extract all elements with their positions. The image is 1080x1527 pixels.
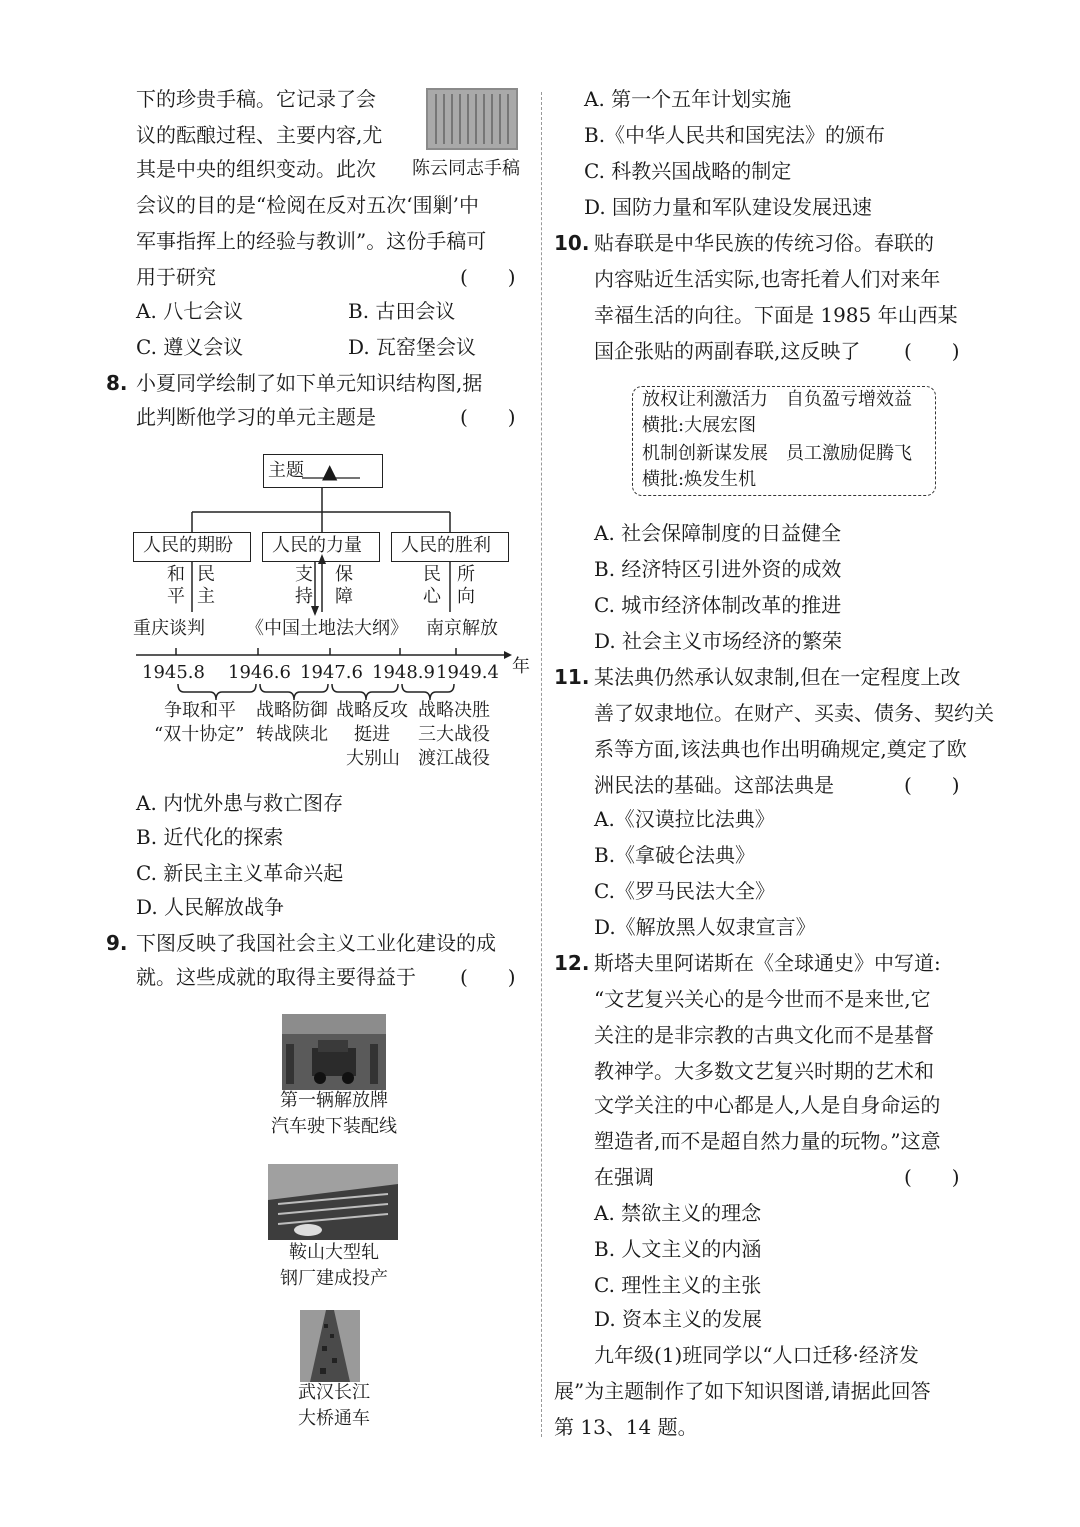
q7-stem-line: 用于研究 — [136, 265, 216, 289]
phase-sub: 挺进 — [354, 724, 390, 745]
photo-caption: 大桥通车 — [298, 1408, 370, 1429]
vertical-label: 民 心 — [423, 564, 441, 607]
q12-answer-blank[interactable]: ( ) — [904, 1165, 960, 1189]
q9-option-a[interactable]: A. 第一个五年计划实施 — [584, 87, 792, 111]
timeline-year: 1945.8 — [142, 662, 205, 683]
q11-option-c[interactable]: C.《罗马民法大全》 — [594, 879, 775, 903]
timeline-unit: 年 — [512, 656, 530, 677]
q7-stem-line: 军事指挥上的经验与教训”。这份手稿可 — [136, 229, 487, 253]
branch-label: 人民的胜利 — [401, 535, 491, 556]
couplet-line: 放权让利激活力 自负盈亏增效益 — [642, 389, 912, 410]
q10-option-d[interactable]: D. 社会主义市场经济的繁荣 — [594, 629, 843, 653]
q7-answer-blank[interactable]: ( ) — [460, 265, 516, 289]
q10-option-c[interactable]: C. 城市经济体制改革的推进 — [594, 593, 842, 617]
vertical-label: 保 障 — [335, 564, 353, 607]
phase-sub: 大别山 — [346, 748, 400, 769]
q10-stem-line: 贴春联是中华民族的传统习俗。春联的 — [594, 231, 934, 255]
phase-label: 战略决胜 — [418, 700, 490, 721]
q7-option-d[interactable]: D. 瓦窑堡会议 — [348, 335, 477, 359]
q7-stem-line: 议的酝酿过程、主要内容,尤 — [136, 123, 383, 147]
q8-number: 8. — [106, 371, 128, 395]
event-label: 《中国土地法大纲》 — [246, 618, 408, 639]
photo-caption: 第一辆解放牌 — [280, 1090, 388, 1111]
q12-stem-line: 在强调 — [594, 1165, 654, 1189]
event-label: 重庆谈判 — [133, 618, 205, 639]
q12-number: 12. — [554, 951, 590, 975]
couplet-line: 机制创新谋发展 员工激励促腾飞 — [642, 443, 912, 464]
phase-sub: “双十协定” — [154, 724, 245, 745]
q12-stem-line: 斯塔夫里阿诺斯在《全球通史》中写道: — [594, 951, 941, 975]
q8-option-b[interactable]: B. 近代化的探索 — [136, 825, 284, 849]
q12-option-b[interactable]: B. 人文主义的内涵 — [594, 1237, 762, 1261]
branch-label: 人民的期盼 — [143, 535, 233, 556]
vertical-label: 支 持 — [295, 564, 313, 607]
q12-stem-line: 教神学。大多数文艺复兴时期的艺术和 — [594, 1059, 934, 1083]
q11-answer-blank[interactable]: ( ) — [904, 773, 960, 797]
phase-label: 战略防御 — [256, 700, 328, 721]
q7-stem-line: 其是中央的组织变动。此次 — [136, 157, 376, 181]
q11-stem-line: 系等方面,该法典也作出明确规定,奠定了欧 — [594, 737, 967, 761]
phase-sub: 渡江战役 — [418, 748, 490, 769]
q8-stem-line: 小夏同学绘制了如下单元知识结构图,据 — [136, 371, 483, 395]
intro-line: 九年级(1)班同学以“人口迁移·经济发 — [594, 1343, 919, 1367]
q10-option-a[interactable]: A. 社会保障制度的日益健全 — [594, 521, 842, 545]
phase-label: 战略反攻 — [336, 700, 408, 721]
steel-mill-icon — [268, 1164, 398, 1240]
manuscript-caption: 陈云同志手稿 — [412, 158, 520, 179]
vertical-label: 民 主 — [197, 564, 215, 607]
q10-number: 10. — [554, 231, 590, 255]
q12-stem-line: 文学关注的中心都是人,人是自身命运的 — [594, 1093, 941, 1117]
q11-stem-line: 善了奴隶地位。在财产、买卖、债务、契约关 — [594, 701, 994, 725]
q9-answer-blank[interactable]: ( ) — [460, 965, 516, 989]
q10-answer-blank[interactable]: ( ) — [904, 339, 960, 363]
topic-triangle-icon: ▲ — [322, 459, 338, 483]
steel-mill-photo — [268, 1164, 398, 1240]
intro-line: 第 13、14 题。 — [554, 1415, 698, 1439]
topic-label: 主题 — [268, 460, 304, 481]
intro-line: 展”为主题制作了如下知识图谱,请据此回答 — [554, 1379, 931, 1403]
q10-stem-line: 国企张贴的两副春联,这反映了 — [594, 339, 861, 363]
q7-stem-line: 会议的目的是“检阅在反对五次‘围剿’中 — [136, 193, 479, 217]
event-label: 南京解放 — [426, 618, 498, 639]
phase-sub: 转战陕北 — [256, 724, 328, 745]
photo-caption: 汽车驶下装配线 — [271, 1116, 397, 1137]
q8-option-d[interactable]: D. 人民解放战争 — [136, 895, 285, 919]
q11-option-d[interactable]: D.《解放黑人奴隶宣言》 — [594, 915, 816, 939]
q8-stem-line: 此判断他学习的单元主题是 — [136, 405, 376, 429]
vertical-label: 所 向 — [457, 564, 475, 607]
q10-stem-line: 幸福生活的向往。下面是 1985 年山西某 — [594, 303, 958, 327]
truck-assembly-photo — [282, 1014, 386, 1090]
q7-option-a[interactable]: A. 八七会议 — [136, 299, 244, 323]
branch-label: 人民的力量 — [272, 535, 362, 556]
yangtze-bridge-photo — [300, 1310, 360, 1382]
phase-sub: 三大战役 — [418, 724, 490, 745]
q11-option-b[interactable]: B.《拿破仑法典》 — [594, 843, 756, 867]
q9-number: 9. — [106, 931, 128, 955]
couplet-line: 横批:焕发生机 — [642, 469, 757, 490]
q9-option-c[interactable]: C. 科教兴国战略的制定 — [584, 159, 792, 183]
q8-option-c[interactable]: C. 新民主主义革命兴起 — [136, 861, 344, 885]
truck-icon — [282, 1014, 386, 1090]
photo-caption: 钢厂建成投产 — [280, 1268, 388, 1289]
q8-option-a[interactable]: A. 内忧外患与救亡图存 — [136, 791, 344, 815]
q12-stem-line: 关注的是非宗教的古典文化而不是基督 — [594, 1023, 934, 1047]
q12-stem-line: “文艺复兴关心的是今世而不是来世,它 — [594, 987, 931, 1011]
q7-stem-line: 下的珍贵手稿。它记录了会 — [136, 87, 376, 111]
vertical-label: 和 平 — [167, 564, 185, 607]
bridge-icon — [300, 1310, 360, 1382]
q10-stem-line: 内容贴近生活实际,也寄托着人们对来年 — [594, 267, 941, 291]
q9-stem-line: 下图反映了我国社会主义工业化建设的成 — [136, 931, 496, 955]
photo-caption: 武汉长江 — [298, 1382, 370, 1403]
photo-caption: 鞍山大型轧 — [289, 1242, 379, 1263]
q12-stem-line: 塑造者,而不是超自然力量的玩物。”这意 — [594, 1129, 941, 1153]
timeline-year: 1949.4 — [436, 662, 499, 683]
q11-stem-line: 洲民法的基础。这部法典是 — [594, 773, 834, 797]
phase-label: 争取和平 — [164, 700, 236, 721]
q12-option-d[interactable]: D. 资本主义的发展 — [594, 1307, 763, 1331]
q8-answer-blank[interactable]: ( ) — [460, 405, 516, 429]
q9-stem-line: 就。这些成就的取得主要得益于 — [136, 965, 416, 989]
q9-option-b[interactable]: B.《中华人民共和国宪法》的颁布 — [584, 123, 886, 147]
q11-option-a[interactable]: A.《汉谟拉比法典》 — [594, 807, 775, 831]
timeline-year: 1947.6 — [300, 662, 363, 683]
couplet-line: 横批:大展宏图 — [642, 415, 757, 436]
timeline-year: 1946.6 — [228, 662, 291, 683]
q10-option-b[interactable]: B. 经济特区引进外资的成效 — [594, 557, 842, 581]
q11-stem-line: 某法典仍然承认奴隶制,但在一定程度上改 — [594, 665, 961, 689]
column-divider — [541, 92, 542, 1437]
q12-option-a[interactable]: A. 禁欲主义的理念 — [594, 1201, 762, 1225]
q11-number: 11. — [554, 665, 590, 689]
q7-option-c[interactable]: C. 遵义会议 — [136, 335, 244, 359]
timeline-year: 1948.9 — [372, 662, 435, 683]
q7-option-b[interactable]: B. 古田会议 — [348, 299, 456, 323]
q9-option-d[interactable]: D. 国防力量和军队建设发展迅速 — [584, 195, 873, 219]
q12-option-c[interactable]: C. 理性主义的主张 — [594, 1273, 762, 1297]
